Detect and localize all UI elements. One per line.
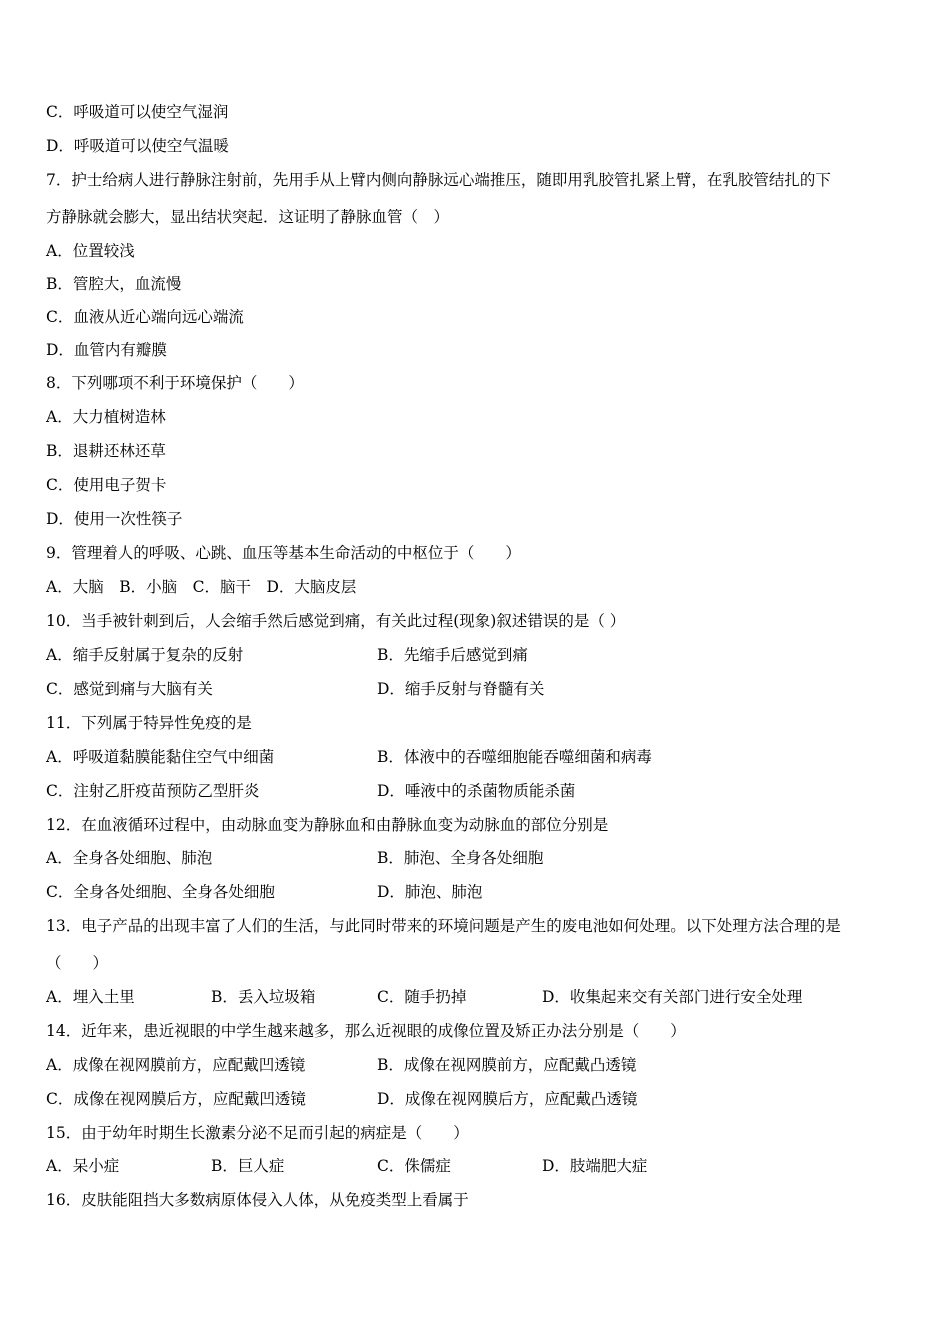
q8-option-b: B．退耕还林还草 <box>46 442 166 460</box>
q10-option-c: C．感觉到痛与大脑有关 <box>46 680 213 698</box>
question-10: 10．当手被针刺到后，人会缩手然后感觉到痛，有关此过程(现象)叙述错误的是（ ） <box>46 612 626 630</box>
q10-option-d: D．缩手反射与脊髓有关 <box>377 680 545 698</box>
q14-option-d: D．成像在视网膜后方，应配戴凸透镜 <box>377 1090 638 1108</box>
q8-option-d: D．使用一次性筷子 <box>46 510 183 528</box>
q7-option-d: D．血管内有瓣膜 <box>46 341 167 359</box>
q12-option-a: A．全身各处细胞、肺泡 <box>46 849 213 867</box>
q11-option-b: B．体液中的吞噬细胞能吞噬细菌和病毒 <box>377 748 652 766</box>
q13-option-b: B．丢入垃圾箱 <box>211 988 316 1006</box>
question-13-line-1: 13．电子产品的出现丰富了人们的生活，与此同时带来的环境问题是产生的废电池如何处理。以下处理方法合理的是 <box>46 917 841 935</box>
q12-option-b: B．肺泡、全身各处细胞 <box>377 849 544 867</box>
q15-option-d: D．肢端肥大症 <box>542 1157 648 1175</box>
option-c-humidify: C．呼吸道可以使空气湿润 <box>46 103 229 121</box>
q14-option-c: C．成像在视网膜后方，应配戴凹透镜 <box>46 1090 306 1108</box>
q11-option-c: C．注射乙肝疫苗预防乙型肝炎 <box>46 782 260 800</box>
q12-option-c: C．全身各处细胞、全身各处细胞 <box>46 883 275 901</box>
q13-option-c: C．随手扔掉 <box>377 988 467 1006</box>
q8-option-a: A．大力植树造林 <box>46 408 166 426</box>
q11-option-a: A．呼吸道黏膜能黏住空气中细菌 <box>46 748 275 766</box>
question-15: 15．由于幼年时期生长激素分泌不足而引起的病症是（ ） <box>46 1124 469 1142</box>
q8-option-c: C．使用电子贺卡 <box>46 476 167 494</box>
question-11: 11．下列属于特异性免疫的是 <box>46 714 252 732</box>
q12-option-d: D．肺泡、肺泡 <box>377 883 483 901</box>
q9-options: A．大脑 B．小脑 C．脑干 D．大脑皮层 <box>46 578 357 596</box>
q13-option-a: A．埋入土里 <box>46 988 135 1006</box>
q10-option-b: B．先缩手后感觉到痛 <box>377 646 528 664</box>
q7-option-c: C．血液从近心端向远心端流 <box>46 308 244 326</box>
question-12: 12．在血液循环过程中，由动脉血变为静脉血和由静脉血变为动脉血的部位分别是 <box>46 816 609 834</box>
q14-option-a: A．成像在视网膜前方，应配戴凹透镜 <box>46 1056 306 1074</box>
question-13-line-2: （ ） <box>46 954 109 972</box>
option-d-warm: D．呼吸道可以使空气温暖 <box>46 137 229 155</box>
q7-option-a: A．位置较浅 <box>46 242 135 260</box>
q15-option-a: A．呆小症 <box>46 1157 120 1175</box>
q11-option-d: D．唾液中的杀菌物质能杀菌 <box>377 782 576 800</box>
q15-option-b: B．巨人症 <box>211 1157 285 1175</box>
q13-option-d: D．收集起来交有关部门进行安全处理 <box>542 988 803 1006</box>
q10-option-a: A．缩手反射属于复杂的反射 <box>46 646 244 664</box>
q15-option-c: C．侏儒症 <box>377 1157 451 1175</box>
question-16: 16．皮肤能阻挡大多数病原体侵入人体，从免疫类型上看属于 <box>46 1191 469 1209</box>
q14-option-b: B．成像在视网膜前方，应配戴凸透镜 <box>377 1056 637 1074</box>
question-9: 9．管理着人的呼吸、心跳、血压等基本生命活动的中枢位于（ ） <box>46 544 521 562</box>
question-7-line-1: 7．护士给病人进行静脉注射前，先用手从上臂内侧向静脉远心端推压，随即用乳胶管扎紧上臂，在乳胶管结扎的下 <box>46 171 831 189</box>
q7-option-b: B．管腔大，血流慢 <box>46 275 182 293</box>
question-14: 14．近年来，患近视眼的中学生越来越多，那么近视眼的成像位置及矫正办法分别是（ ） <box>46 1022 686 1040</box>
question-7-line-2: 方静脉就会膨大，显出结状突起．这证明了静脉血管（ ） <box>46 208 450 226</box>
question-8: 8．下列哪项不利于环境保护（ ） <box>46 374 304 392</box>
